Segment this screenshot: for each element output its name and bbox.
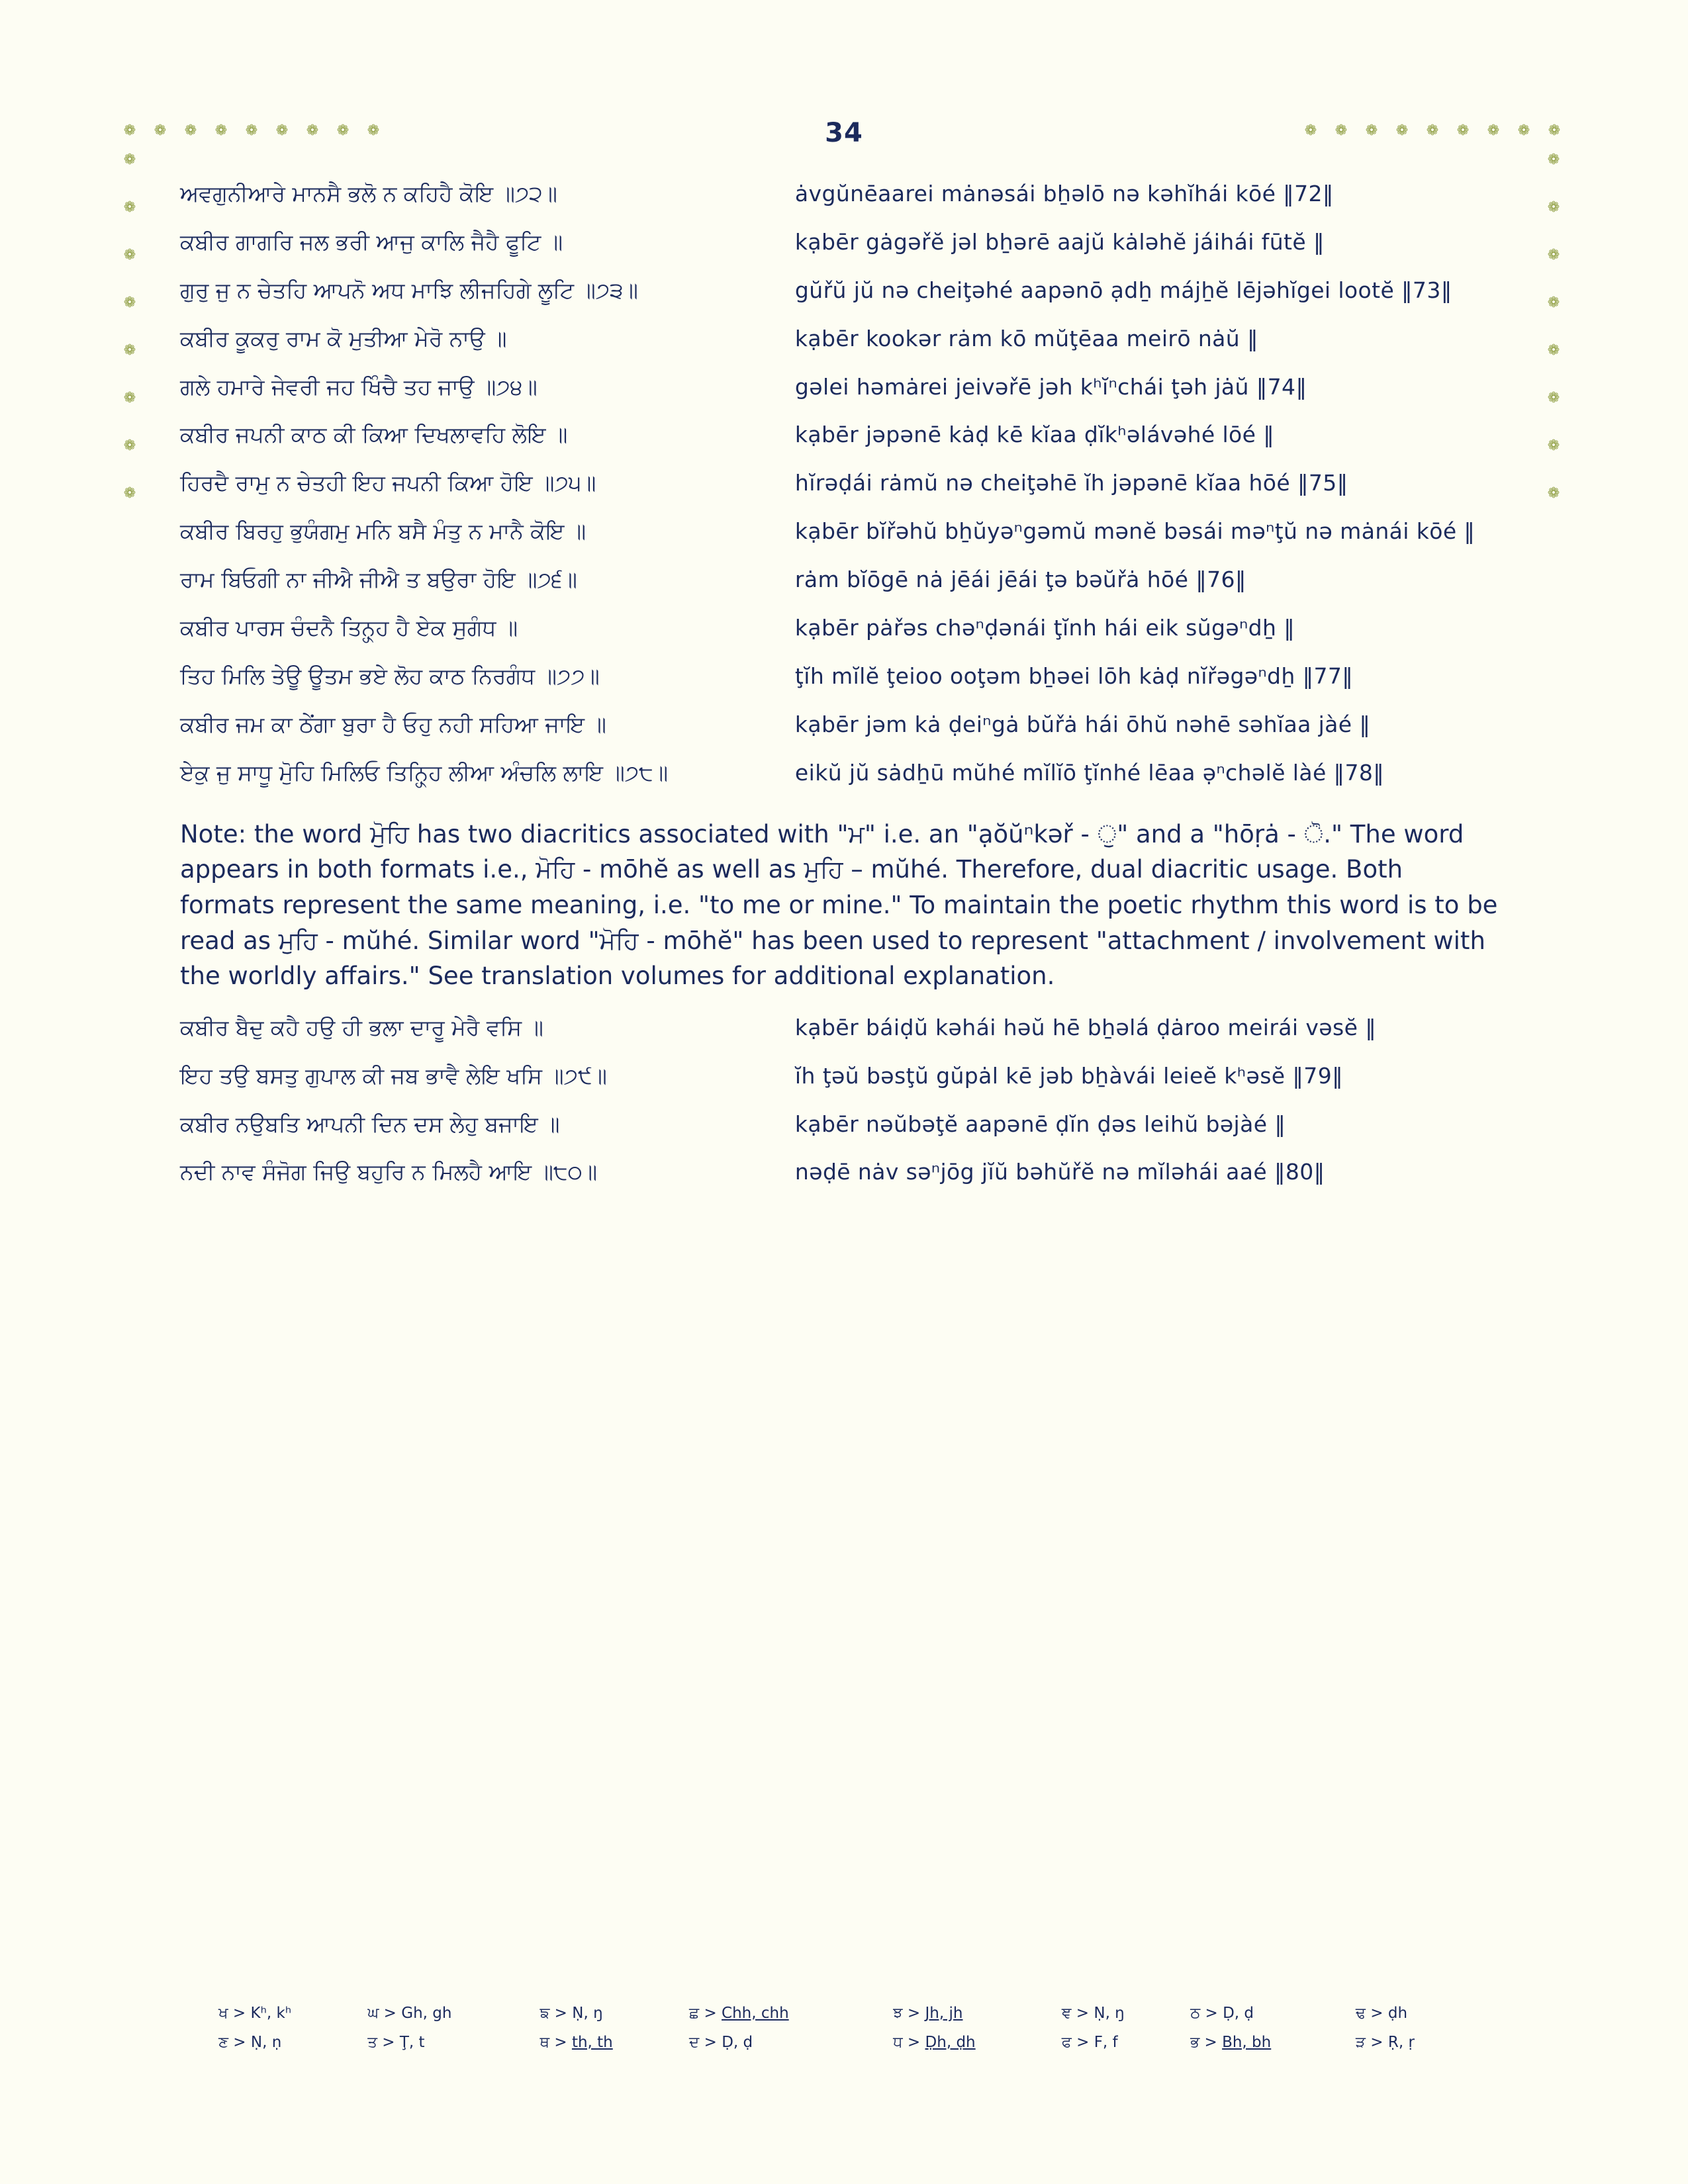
legend-gurmukhi: ਤ xyxy=(367,2034,377,2051)
legend-gurmukhi: ਘ xyxy=(367,2005,379,2022)
verse-gurmukhi: ਅਵਗੁਨੀਆਰੇ ਮਾਨਸੈ ਭਲੋ ਨ ਕਹਿਹੈ ਕੋਇ ॥੭੨॥ xyxy=(180,181,557,206)
legend-cell: ਤ > Ţ, t xyxy=(367,2034,425,2051)
legend-roman: Ṛ, ṛ xyxy=(1387,2034,1415,2051)
floret-icon: ❁ xyxy=(184,122,197,139)
verse-gurmukhi: ਇਹ ਤਉ ਬਸਤੁ ਗੁਪਾਲ ਕੀ ਜਬ ਭਾਵੈ ਲੇਇ ਖਸਿ ॥੭੯॥ xyxy=(180,1062,607,1089)
verse-row xyxy=(180,1014,1504,1062)
verse-gurmukhi: ਤਿਹ ਮਿਲਿ ਤੇਊ ਊਤਮ ਭਏ ਲੋਹ ਕਾਠ ਨਿਰਗੰਧ ॥੭੭॥ xyxy=(180,662,600,689)
floret-icon: ❁ xyxy=(123,437,136,454)
legend-gurmukhi: ਧ xyxy=(893,2034,903,2051)
legend-cell: ਫ > F, f xyxy=(1061,2034,1118,2051)
floret-icon: ❁ xyxy=(1304,122,1317,139)
verse-transliteration: kạbēr kookər rȧm kō mŭţēaa meirō nȧŭ ‖ xyxy=(794,325,1258,351)
legend-roman: Ṇ, ŋ xyxy=(1094,2005,1125,2022)
legend-roman: Ţ, t xyxy=(399,2034,425,2051)
verse-transliteration: kạbēr jəpənē kȧḍ kē kĭaa ḍĭkʰəlávəhé lōé ‖ xyxy=(794,422,1275,448)
verse-gurmukhi: ਏਕੁ ਜੁ ਸਾਧੂ ਮੁੋਹਿ ਮਿਲਿਓ ਤਿਨ੍ਹ੍ਹਿ ਲੀਆ ਅੰਚਲਿ ਲਾਇ ॥੭੮॥ xyxy=(180,759,669,786)
floret-icon: ❁ xyxy=(1547,295,1560,311)
verse-row xyxy=(180,711,1504,759)
verse-gurmukhi: ਹਿਰਦੈ ਰਾਮੁ ਨ ਚੇਤਹੀ ਇਹ ਜਪਨੀ ਕਿਆ ਹੋਇ ॥੭੫॥ xyxy=(180,470,596,496)
floret-icon: ❁ xyxy=(1395,122,1409,139)
verse-transliteration: gəlei həmȧrei jeivəřē jəh kʰĭⁿchái ţəh jȧŭ ‖74‖ xyxy=(794,373,1307,400)
legend-row xyxy=(218,1999,1476,2028)
verse-transliteration: gŭřŭ jŭ nə cheiţəhé aapənō ạdẖ májẖĕ lējəhĭgei lootĕ ‖73‖ xyxy=(794,277,1452,303)
verse-gurmukhi: ਕਬੀਰ ਬੈਦੁ ਕਹੈ ਹਉ ਹੀ ਭਲਾ ਦਾਰੂ ਮੇਰੈ ਵਸਿ ॥ xyxy=(180,1014,543,1040)
legend-cell: ਦ > Ḍ, ḍ xyxy=(689,2034,753,2051)
legend-gurmukhi: ੜ xyxy=(1355,2034,1366,2051)
legend-gurmukhi: ਖ xyxy=(218,2005,228,2022)
verse-row xyxy=(180,228,1504,277)
legend-gurmukhi: ਝ xyxy=(893,2005,903,2022)
verse-row xyxy=(180,180,1504,228)
floret-icon: ❁ xyxy=(214,122,228,139)
floret-icon: ❁ xyxy=(1547,247,1560,263)
floret-icon: ❁ xyxy=(123,199,136,216)
legend-cell: ੜ > Ṛ, ṛ xyxy=(1355,2034,1415,2051)
verse-row xyxy=(180,759,1504,807)
floret-icon: ❁ xyxy=(123,295,136,311)
verse-row xyxy=(180,1158,1504,1206)
verse-transliteration: rȧm bĭōgē nȧ jēái jēái ţə bəŭřȧ hōé ‖76‖ xyxy=(794,567,1246,593)
verse-row xyxy=(180,566,1504,614)
verse-row xyxy=(180,277,1504,325)
legend-cell: ਘ > Gh, gh xyxy=(367,2005,452,2022)
floret-icon: ❁ xyxy=(1547,485,1560,502)
verse-row xyxy=(180,518,1504,566)
legend-gurmukhi: ਭ xyxy=(1190,2034,1200,2051)
verse-transliteration: kạbēr jəm kȧ ḍeiⁿgȧ bŭřȧ hái ōhŭ nəhē səhĭaa jàé ‖ xyxy=(794,711,1371,737)
legend-roman: ḍh xyxy=(1387,2005,1408,2022)
floret-icon: ❁ xyxy=(306,122,319,139)
floret-icon: ❁ xyxy=(123,390,136,406)
legend-cell: ਙ > Ṇ, ŋ xyxy=(539,2005,603,2022)
legend-gurmukhi: ਢ xyxy=(1355,2005,1366,2022)
decorative-border-right xyxy=(1547,154,1560,500)
floret-icon: ❁ xyxy=(1547,199,1560,216)
floret-icon: ❁ xyxy=(1426,122,1439,139)
decorative-border-top-left xyxy=(123,124,380,138)
verse-row xyxy=(180,373,1504,422)
verse-transliteration: ĭh ţəŭ bəsţŭ gŭpȧl kē jəb bẖàvái leieĕ kʰəsĕ ‖79‖ xyxy=(794,1062,1343,1089)
verse-transliteration: kạbēr nəŭbəţĕ aapənē ḍĭn ḍəs leihŭ bəjàé ‖ xyxy=(794,1111,1286,1137)
verse-transliteration: kạbēr gȧgəřĕ jəl bẖərē aajŭ kȧləhĕ jáihái fūtĕ ‖ xyxy=(794,228,1325,255)
legend-roman: Ṇ, ŋ xyxy=(572,2005,603,2022)
legend-roman: F, f xyxy=(1094,2034,1118,2051)
transliteration-legend xyxy=(218,1999,1476,2057)
legend-roman: Ṇ, ṇ xyxy=(250,2034,282,2051)
page-content xyxy=(180,180,1504,1206)
verse-gurmukhi: ਕਬੀਰ ਪਾਰਸ ਚੰਦਨੈ ਤਿਨ੍ਹ੍ਹ ਹੈ ਏਕ ਸੁਗੰਧ ॥ xyxy=(180,615,518,641)
verse-row xyxy=(180,469,1504,518)
decorative-border-top-right xyxy=(1304,124,1561,138)
floret-icon: ❁ xyxy=(123,152,136,168)
legend-cell: ਝ > Jh, jh xyxy=(893,2005,963,2022)
verse-gurmukhi: ਕਬੀਰ ਜਪਨੀ ਕਾਠ ਕੀ ਕਿਆ ਦਿਖਲਾਵਹਿ ਲੋਇ ॥ xyxy=(180,422,568,448)
floret-icon: ❁ xyxy=(1365,122,1378,139)
floret-icon: ❁ xyxy=(123,485,136,502)
legend-gurmukhi: ਙ xyxy=(539,2005,550,2022)
verse-table-bottom xyxy=(180,1014,1504,1207)
floret-icon: ❁ xyxy=(367,122,380,139)
legend-roman: Kʰ, kʰ xyxy=(250,2005,292,2022)
verse-row xyxy=(180,325,1504,373)
verse-transliteration: kạbēr bĭřəhŭ bẖŭyəⁿgəmŭ mənĕ bəsái məⁿţŭ nə mȧnái kōé ‖ xyxy=(794,518,1476,545)
verse-gurmukhi: ਕਬੀਰ ਬਿਰਹੁ ਭੁਯੰਗਮੁ ਮਨਿ ਬਸੈ ਮੰਤੁ ਨ ਮਾਨੈ ਕੋਇ ॥ xyxy=(180,518,586,545)
verse-gurmukhi: ਗੁਰੁ ਜੁ ਨ ਚੇਤਹਿ ਆਪਨੋ ਅਧ ਮਾਝਿ ਲੀਜਹਿਗੇ ਲੂਟਿ ॥੭੩॥ xyxy=(180,277,638,303)
floret-icon: ❁ xyxy=(1548,122,1561,139)
floret-icon: ❁ xyxy=(1547,437,1560,454)
floret-icon: ❁ xyxy=(336,122,350,139)
legend-roman: Jh, jh xyxy=(925,2005,963,2022)
legend-cell: ਖ > Kʰ, kʰ xyxy=(218,2005,292,2022)
legend-roman: Bh, bh xyxy=(1222,2034,1272,2051)
floret-icon: ❁ xyxy=(1547,152,1560,168)
verse-transliteration: ţĭh mĭlĕ ţeioo ooţəm bẖəei lōh kȧḍ nĭřəgəⁿdẖ ‖77‖ xyxy=(794,662,1354,689)
floret-icon: ❁ xyxy=(1547,390,1560,406)
verse-transliteration: kạbēr báiḍŭ kəhái həŭ hē bẖəlá ḍȧroo meirái vəsĕ ‖ xyxy=(794,1014,1377,1040)
verse-table-top xyxy=(180,180,1504,807)
page-number: 34 xyxy=(825,118,863,148)
legend-cell: ਛ > Chh, chh xyxy=(689,2005,789,2022)
verse-gurmukhi: ਗਲੇ ਹਮਾਰੇ ਜੇਵਰੀ ਜਹ ਖਿੰਚੈ ਤਹ ਜਾਉ ॥੭੪॥ xyxy=(180,373,538,400)
legend-roman: th, th xyxy=(571,2034,613,2051)
legend-row xyxy=(218,2028,1476,2057)
floret-icon: ❁ xyxy=(1547,342,1560,359)
legend-cell: ਠ > Ḍ, ḍ xyxy=(1190,2005,1254,2022)
legend-cell: ਥ > th, th xyxy=(539,2034,613,2051)
decorative-border-left xyxy=(123,154,136,500)
legend-roman: Gh, gh xyxy=(401,2005,452,2022)
verse-row xyxy=(180,421,1504,469)
legend-roman: Ḍ, ḍ xyxy=(722,2034,753,2051)
floret-icon: ❁ xyxy=(245,122,258,139)
legend-cell: ਣ > Ṇ, ṇ xyxy=(218,2034,282,2051)
floret-icon: ❁ xyxy=(1487,122,1500,139)
verse-gurmukhi: ਕਬੀਰ ਨਉਬਤਿ ਆਪਨੀ ਦਿਨ ਦਸ ਲੇਹੁ ਬਜਾਇ ॥ xyxy=(180,1111,560,1137)
floret-icon: ❁ xyxy=(123,342,136,359)
verse-row xyxy=(180,614,1504,662)
verse-transliteration: nəḍē nȧv səⁿjōg jĭŭ bəhŭřĕ nə mĭləhái aaé ‖80‖ xyxy=(794,1159,1325,1185)
verse-gurmukhi: ਕਬੀਰ ਜਮ ਕਾ ਠੇਂਗਾ ਬੁਰਾ ਹੈ ਓਹੁ ਨਹੀ ਸਹਿਆ ਜਾਇ ॥ xyxy=(180,711,606,737)
verse-transliteration: hĭrəḍái rȧmŭ nə cheiţəhē ĭh jəpənē kĭaa hōé ‖75‖ xyxy=(794,470,1348,496)
floret-icon: ❁ xyxy=(1335,122,1348,139)
legend-cell: ਭ > Bh, bh xyxy=(1190,2034,1272,2051)
verse-transliteration: eikŭ jŭ sȧdẖū mŭhé mĭlĭō ţĭnhé lēaa ə̣ⁿchəlĕ làé ‖78‖ xyxy=(794,759,1385,786)
verse-gurmukhi: ਕਬੀਰ ਕੂਕਰੁ ਰਾਮ ਕੋ ਮੁਤੀਆ ਮੇਰੋ ਨਾਉ ॥ xyxy=(180,325,507,351)
legend-gurmukhi: ਥ xyxy=(539,2034,550,2051)
floret-icon: ❁ xyxy=(1456,122,1470,139)
legend-gurmukhi: ਦ xyxy=(689,2034,700,2051)
legend-roman: Ḍh, ḍh xyxy=(925,2034,976,2051)
legend-gurmukhi: ਛ xyxy=(689,2005,700,2022)
floret-icon: ❁ xyxy=(1517,122,1530,139)
verse-transliteration: kạbēr pȧřəs chəⁿḍənái ţĭnh hái eik sŭgəⁿdẖ ‖ xyxy=(794,615,1295,641)
legend-gurmukhi: ਫ xyxy=(1061,2034,1072,2051)
legend-gurmukhi: ਠ xyxy=(1190,2005,1201,2022)
editorial-note: Note: the word ਮੁੋਹਿ has two diacritics associated with "ਮ" i.e. an "ạŏŭⁿkəř - ੁ" and a "hōṛȧ - ੋ." The word appears in both formats i.e., ਮੋਹਿ - mōhĕ as well as ਮੁਹਿ – mŭhé. Therefore, dual diacritic usage. Both formats represent the same meaning, i.e. "to me or mine." To maintain the poetic rhythm this word is to be read as ਮੁਹਿ - mŭhé. Similar word "ਮੋਹਿ - mōhĕ" has been used to represent "attachment / involvement with the worldly affairs." See translation volumes for additional explanation. xyxy=(180,819,1498,991)
verse-row xyxy=(180,662,1504,711)
verse-gurmukhi: ਰਾਮ ਬਿਓਗੀ ਨਾ ਜੀਐ ਜੀਐ ਤ ਬਉਰਾ ਹੋਇ ॥੭੬॥ xyxy=(180,567,577,593)
floret-icon: ❁ xyxy=(123,122,136,139)
legend-roman: Ḍ, ḍ xyxy=(1223,2005,1254,2022)
legend-roman: Chh, chh xyxy=(722,2005,789,2022)
legend-cell: ਢ > ḍh xyxy=(1355,2005,1408,2022)
floret-icon: ❁ xyxy=(275,122,289,139)
verse-gurmukhi: ਨਦੀ ਨਾਵ ਸੰਜੋਗ ਜਿਉ ਬਹੁਰਿ ਨ ਮਿਲਹੈ ਆਇ ॥੮੦॥ xyxy=(180,1159,598,1185)
verse-transliteration: ȧvgŭnēaarei mȧnəsái bẖəlō nə kəhĭhái kōé ‖72‖ xyxy=(794,181,1334,206)
verse-row xyxy=(180,1111,1504,1159)
legend-gurmukhi: ਣ xyxy=(218,2034,228,2051)
legend-gurmukhi: ਞ xyxy=(1061,2005,1072,2022)
legend-cell: ਞ > Ṇ, ŋ xyxy=(1061,2005,1125,2022)
legend-cell: ਧ > Ḍh, ḍh xyxy=(893,2034,976,2051)
floret-icon: ❁ xyxy=(123,247,136,263)
verse-gurmukhi: ਕਬੀਰ ਗਾਗਰਿ ਜਲ ਭਰੀ ਆਜੁ ਕਾਲਿ ਜੈਹੈ ਫੂਟਿ ॥ xyxy=(180,228,563,255)
verse-row xyxy=(180,1062,1504,1111)
floret-icon: ❁ xyxy=(154,122,167,139)
